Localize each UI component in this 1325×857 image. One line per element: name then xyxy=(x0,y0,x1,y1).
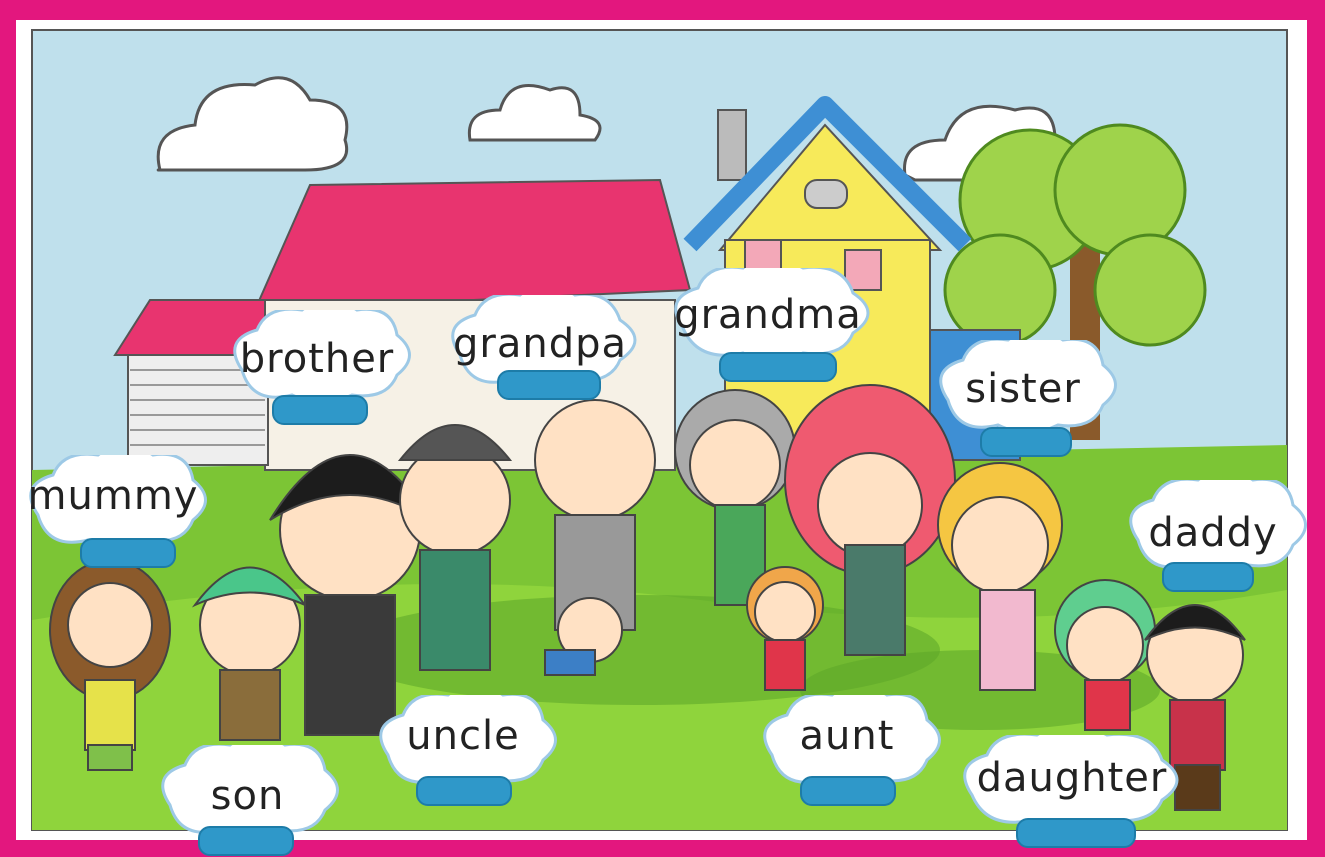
answer-slot-uncle[interactable] xyxy=(416,776,512,806)
label-text: grandpa xyxy=(453,321,627,367)
answer-slot-daughter[interactable] xyxy=(1016,818,1136,848)
label-text: aunt xyxy=(799,713,895,759)
label-text: daughter xyxy=(976,755,1168,801)
answer-slot-mummy[interactable] xyxy=(80,538,176,568)
label-text: daddy xyxy=(1148,510,1278,556)
answer-slot-son[interactable] xyxy=(198,826,294,856)
label-text: uncle xyxy=(406,713,520,759)
answer-slot-brother[interactable] xyxy=(272,395,368,425)
answer-slot-daddy[interactable] xyxy=(1162,562,1254,592)
label-text: brother xyxy=(239,336,395,382)
label-text: grandma xyxy=(674,292,862,338)
label-text: sister xyxy=(965,366,1081,412)
label-text: mummy xyxy=(27,473,199,519)
answer-slot-aunt[interactable] xyxy=(800,776,896,806)
answer-slot-sister[interactable] xyxy=(980,427,1072,457)
label-text: son xyxy=(210,773,285,819)
answer-slot-grandma[interactable] xyxy=(719,352,837,382)
answer-slot-grandpa[interactable] xyxy=(497,370,601,400)
